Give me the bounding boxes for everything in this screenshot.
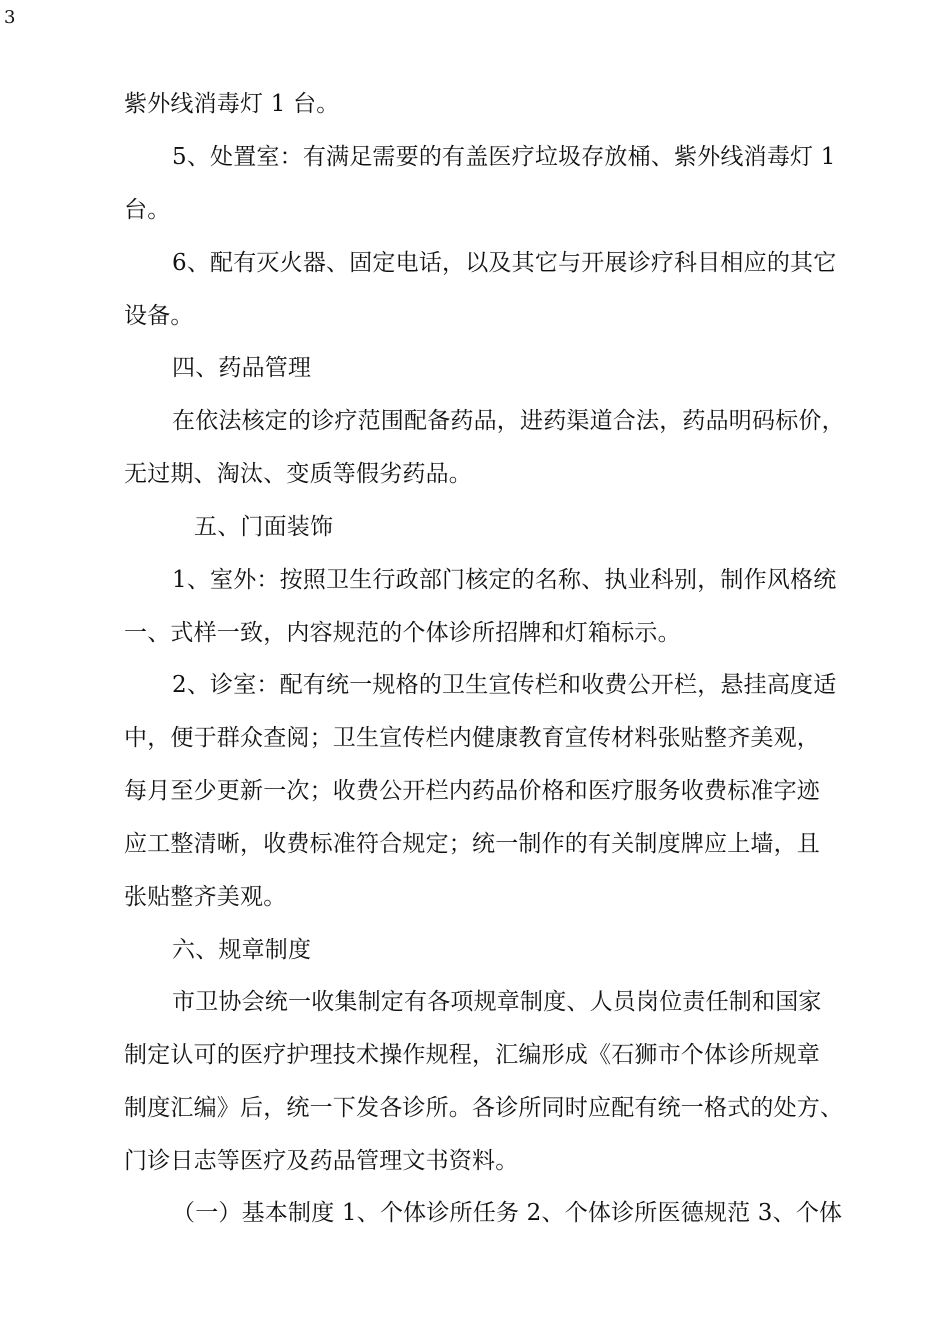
text-line: 在依法核定的诊疗范围配备药品，进药渠道合法，药品明码标价，	[172, 408, 845, 434]
text-line: 制定认可的医疗护理技术操作规程，汇编形成《石狮市个体诊所规章	[124, 1042, 820, 1068]
text-line: 中，便于群众查阅；卫生宣传栏内健康教育宣传材料张贴整齐美观，	[124, 725, 820, 751]
section-heading: 五、门面装饰	[194, 514, 334, 540]
text-line: 市卫协会统一收集制定有各项规章制度、人员岗位责任制和国家	[172, 989, 822, 1015]
text-line: 制度汇编》后，统一下发各诊所。各诊所同时应配有统一格式的处方、	[124, 1095, 844, 1121]
text-line: 紫外线消毒灯 1 台。	[124, 91, 340, 117]
text-line: 应工整清晰，收费标准符合规定；统一制作的有关制度牌应上墙，且	[124, 831, 820, 857]
page-number: 3	[4, 7, 16, 28]
text-line: 1、室外：按照卫生行政部门核定的名称、执业科别，制作风格统	[172, 567, 837, 593]
text-line: 一、式样一致，内容规范的个体诊所招牌和灯箱标示。	[124, 620, 681, 646]
section-heading: 四、药品管理	[172, 355, 312, 381]
text-line: 张贴整齐美观。	[124, 884, 287, 910]
text-line: 2、诊室：配有统一规格的卫生宣传栏和收费公开栏，悬挂高度适	[172, 672, 837, 698]
section-heading: 六、规章制度	[172, 937, 312, 963]
text-line: 设备。	[124, 303, 194, 329]
text-line: 5、处置室：有满足需要的有盖医疗垃圾存放桶、紫外线消毒灯 1	[172, 144, 836, 170]
text-line: 每月至少更新一次；收费公开栏内药品价格和医疗服务收费标准字迹	[124, 778, 820, 804]
text-line: （一）基本制度 1、个体诊所任务 2、个体诊所医德规范 3、个体	[172, 1200, 843, 1226]
text-line: 6、配有灭火器、固定电话，以及其它与开展诊疗科目相应的其它	[172, 250, 837, 276]
text-line: 无过期、淘汰、变质等假劣药品。	[124, 461, 472, 487]
text-line: 台。	[124, 197, 171, 223]
text-line: 门诊日志等医疗及药品管理文书资料。	[124, 1148, 519, 1174]
